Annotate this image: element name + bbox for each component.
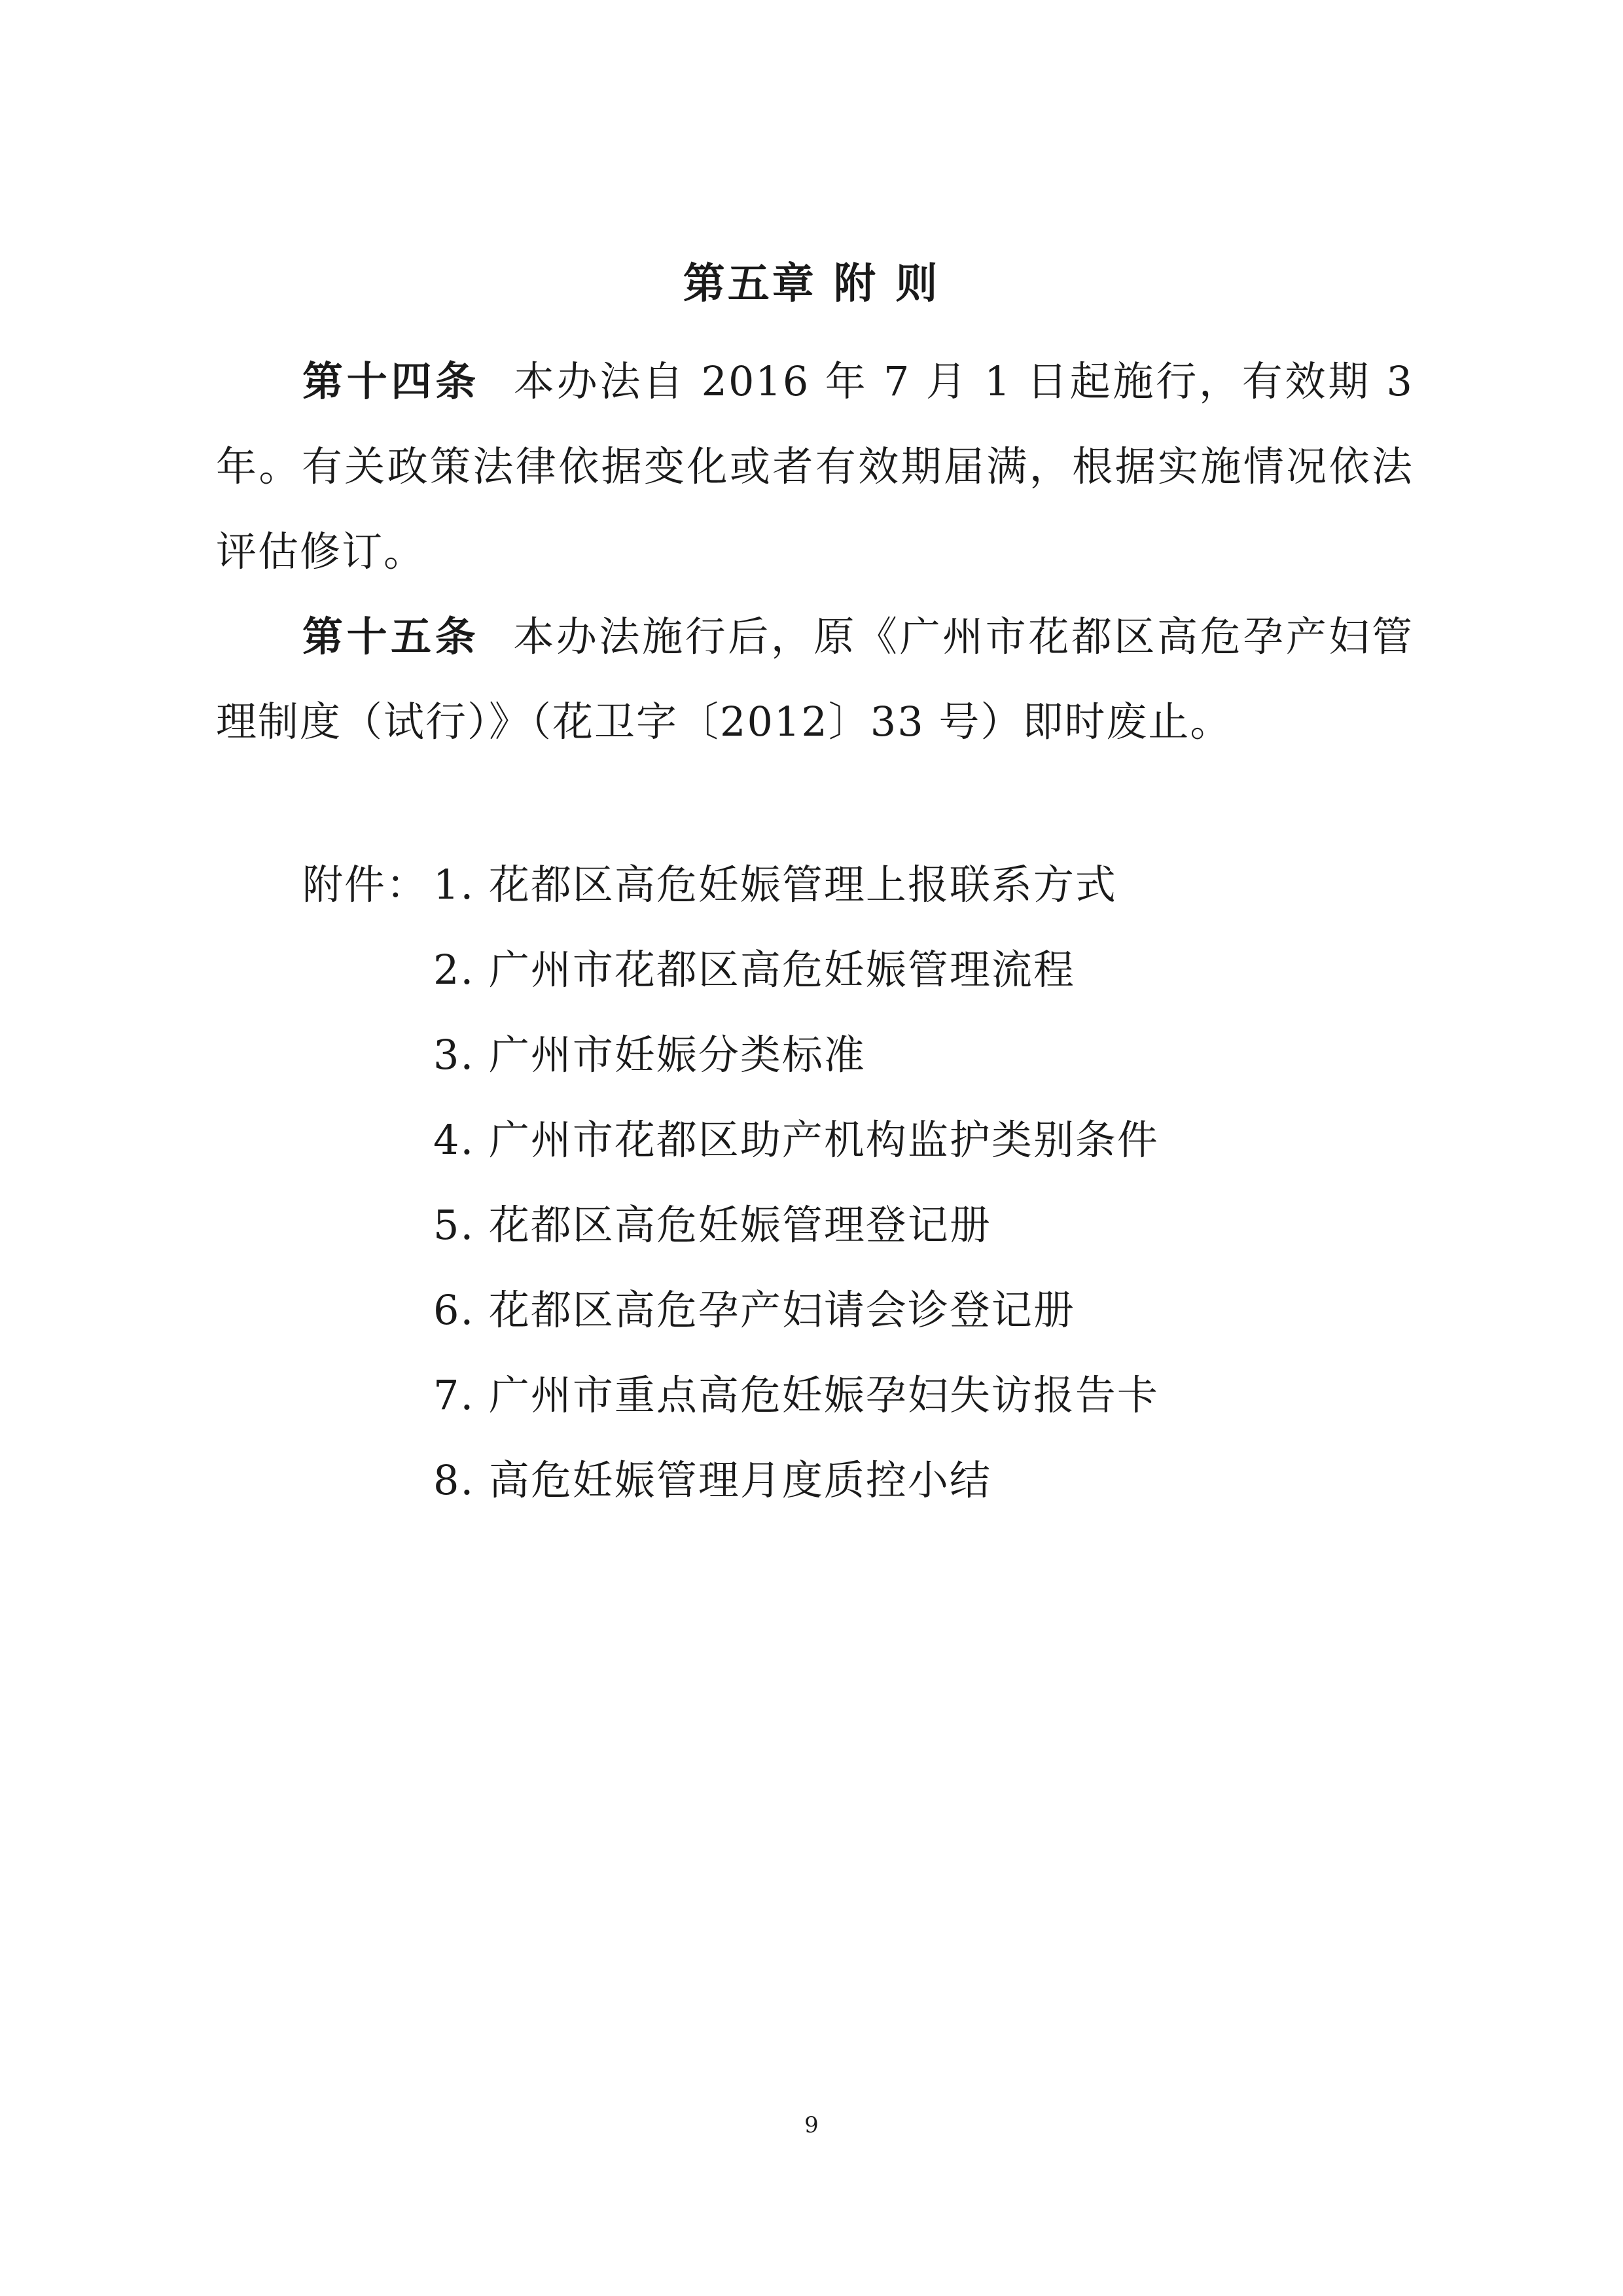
attachment-item: 5. 花都区高危妊娠管理登记册 bbox=[433, 1201, 991, 1249]
list-item bbox=[302, 1363, 1415, 1448]
list-item bbox=[302, 937, 1415, 1022]
attachments-list bbox=[302, 852, 1415, 1533]
attachment-item: 2. 广州市花都区高危妊娠管理流程 bbox=[433, 946, 1075, 994]
article-text: 本办法自 2016 年 7 月 1 日起施行，有效期 3 年。有关政策法律依据变化或者有效期届满，根据实施情况依法评估修订。 bbox=[216, 357, 1414, 575]
page-number: 9 bbox=[804, 2112, 819, 2138]
list-item bbox=[302, 1107, 1415, 1193]
attachment-item: 4. 广州市花都区助产机构监护类别条件 bbox=[433, 1116, 1159, 1164]
attachments-label: 附件： bbox=[302, 861, 429, 908]
chapter-title: 第五章 附 则 bbox=[683, 259, 940, 308]
attachment-item: 7. 广州市重点高危妊娠孕妇失访报告卡 bbox=[433, 1371, 1159, 1419]
list-item bbox=[302, 1278, 1415, 1363]
article-number: 第十五条 bbox=[302, 613, 480, 660]
attachment-item: 3. 广州市妊娠分类标准 bbox=[433, 1031, 866, 1079]
article-14 bbox=[216, 339, 1414, 594]
article-number: 第十四条 bbox=[302, 357, 480, 405]
list-item bbox=[302, 1448, 1415, 1533]
attachment-item: 8. 高危妊娠管理月度质控小结 bbox=[433, 1456, 991, 1504]
attachment-item: 6. 花都区高危孕产妇请会诊登记册 bbox=[433, 1286, 1075, 1334]
list-item bbox=[302, 852, 1415, 937]
attachment-item: 1. 花都区高危妊娠管理上报联系方式 bbox=[433, 861, 1117, 908]
article-text: 本办法施行后，原《广州市花都区高危孕产妇管理制度（试行）》（花卫字〔2012〕33 号）即时废止。 bbox=[216, 613, 1414, 745]
article-15 bbox=[216, 594, 1414, 764]
list-item bbox=[302, 1022, 1415, 1107]
list-item bbox=[302, 1193, 1415, 1278]
